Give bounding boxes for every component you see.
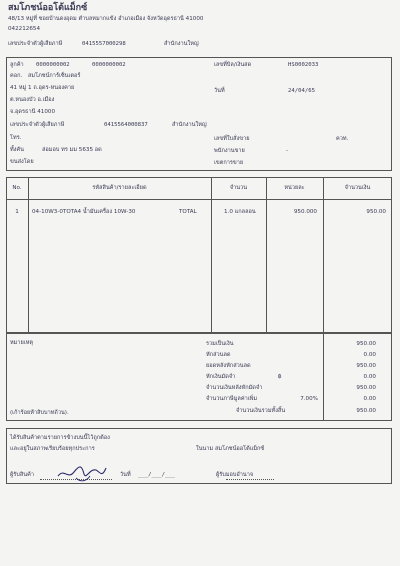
company-branch: สำนักงานใหญ่ — [164, 41, 199, 47]
header-unit-price: หน่วยละ — [284, 185, 305, 191]
deposit-mark: ฿ — [278, 374, 282, 380]
customer-tax-label: เลขประจำตัวผู้เสียภาษี — [10, 122, 65, 128]
company-tax-label: เลขประจำตัวผู้เสียภาษี — [8, 41, 63, 47]
doc-number-label: เลขที่บิล/เงินสด — [214, 62, 252, 68]
header-description: รหัสสินค้า/รายละเอียด — [92, 185, 147, 191]
salesman-label: พนักงานขาย — [214, 148, 245, 154]
summary-value-total: 950.00 — [356, 341, 376, 347]
customer-name: สมโภชน์การ์เซ็นเตอร์ — [28, 73, 81, 79]
summary-label-vat: จำนวนภาษีมูลค่าเพิ่ม — [206, 396, 258, 402]
receiver-signature — [56, 462, 112, 484]
doc-date: 24/04/65 — [288, 88, 315, 94]
company-phone: 042212654 — [8, 26, 41, 32]
vehicle-value: ล่อมอบ ทร มม 5635 อด — [42, 147, 102, 153]
vat-rate: 7.00% — [300, 396, 318, 402]
delivery-label: ขนส่งโดย — [10, 159, 34, 165]
items-table — [6, 177, 392, 333]
table-column-divider — [211, 177, 212, 333]
authorized-signature-line — [226, 479, 274, 480]
row-brand: TOTAL — [179, 209, 197, 215]
customer-tax-id: 0415564000837 — [104, 122, 148, 128]
customer-code-label: ลูกค้า — [10, 62, 24, 68]
due-label: ควท. — [336, 136, 349, 142]
row-description: 04-10W3-0TOTA4 น้ำมันเครื่อง 10W-30 — [32, 209, 136, 215]
amount-in-words: (เก้าร้อยห้าสิบบาทถ้วน). — [10, 410, 69, 416]
company-signature-title: ในนาม สมโภชน์ออโต้แม็กซ์ — [196, 446, 265, 452]
doc-date-label: วันที่ — [214, 88, 225, 94]
header-amount: จำนวนเงิน — [344, 185, 371, 191]
summary-label-discount: หักส่วนลด — [206, 352, 231, 358]
receive-date-blank: ___/___/___ — [138, 472, 176, 478]
table-column-divider — [266, 177, 267, 333]
customer-code: 0000000002 — [36, 62, 70, 68]
received-note-1: ได้รับสินค้าตามรายการข้างบนนี้ไว้ถูกต้อง — [10, 435, 110, 441]
row-amount: 950.00 — [366, 209, 386, 215]
salesman-value: - — [286, 148, 289, 154]
received-note-2: และอยู่ในสภาพเรียบร้อยทุกประการ — [10, 446, 95, 452]
summary-value-vat: 0.00 — [363, 396, 376, 402]
customer-code-repeat: 0000000002 — [92, 62, 126, 68]
receiver-label: ผู้รับสินค้า — [10, 472, 34, 478]
company-address: 48/13 หมู่ที่ ซอยบ้านดงอุดม ตำบลหมากแข้ง อำเภอเมือง จังหวัดอุดรธานี 41000 — [8, 16, 204, 22]
summary-label-deposit: หักเงินมัดจำ — [206, 374, 236, 380]
row-quantity: 1.0 แกลลอน — [224, 209, 256, 215]
header-quantity: จำนวน — [229, 185, 248, 191]
customer-address-1: 41 หมู่ 1 ถ.อุดร-หนองคาย — [10, 85, 75, 91]
remark-label: หมายเหตุ — [10, 340, 34, 346]
customer-phone-label: โทร. — [10, 135, 22, 141]
table-column-divider — [28, 177, 29, 333]
row-unit-price: 950.000 — [293, 209, 317, 215]
company-name: สมโภชน์ออโต้แม็กซ์ — [8, 3, 88, 13]
summary-label-total: รวมเป็นเงิน — [206, 341, 234, 347]
customer-address-3: จ.อุดรธานี 41000 — [10, 109, 56, 115]
summary-value-after-deposit: 950.00 — [356, 385, 376, 391]
row-no: 1 — [15, 209, 19, 215]
authorized-label: ผู้รับมอบอำนาจ — [216, 472, 254, 478]
customer-address-2: ต.หนองบัว อ.เมือง — [10, 97, 55, 103]
summary-value-after-discount: 950.00 — [356, 363, 376, 369]
customer-branch: สำนักงานใหญ่ — [172, 122, 207, 128]
summary-value-deposit: 0.00 — [363, 374, 376, 380]
header-no: No. — [12, 185, 22, 191]
summary-value-discount: 0.00 — [363, 352, 376, 358]
vehicle-label: ทั้งคัน — [10, 147, 24, 153]
sales-area-label: เขตการขาย — [214, 160, 244, 166]
table-column-divider — [323, 177, 324, 333]
doc-number: HS0002033 — [288, 62, 319, 68]
summary-label-after-deposit: จำนวนเงินหลังหักมัดจำ — [206, 385, 263, 391]
summary-label-grand-total: จำนวนเงินรวมทั้งสิ้น — [236, 408, 286, 414]
receive-date-label: วันที่ — [120, 472, 131, 478]
table-header-divider — [6, 199, 392, 200]
company-tax-id: 0415557000298 — [82, 41, 126, 47]
customer-name-label: คอก. — [10, 73, 23, 79]
summary-label-after-discount: ยอดหลังหักส่วนลด — [206, 363, 251, 369]
order-number-label: เลขที่ใบสั่งขาย — [214, 136, 250, 142]
summary-value-grand-total: 950.00 — [356, 408, 376, 414]
